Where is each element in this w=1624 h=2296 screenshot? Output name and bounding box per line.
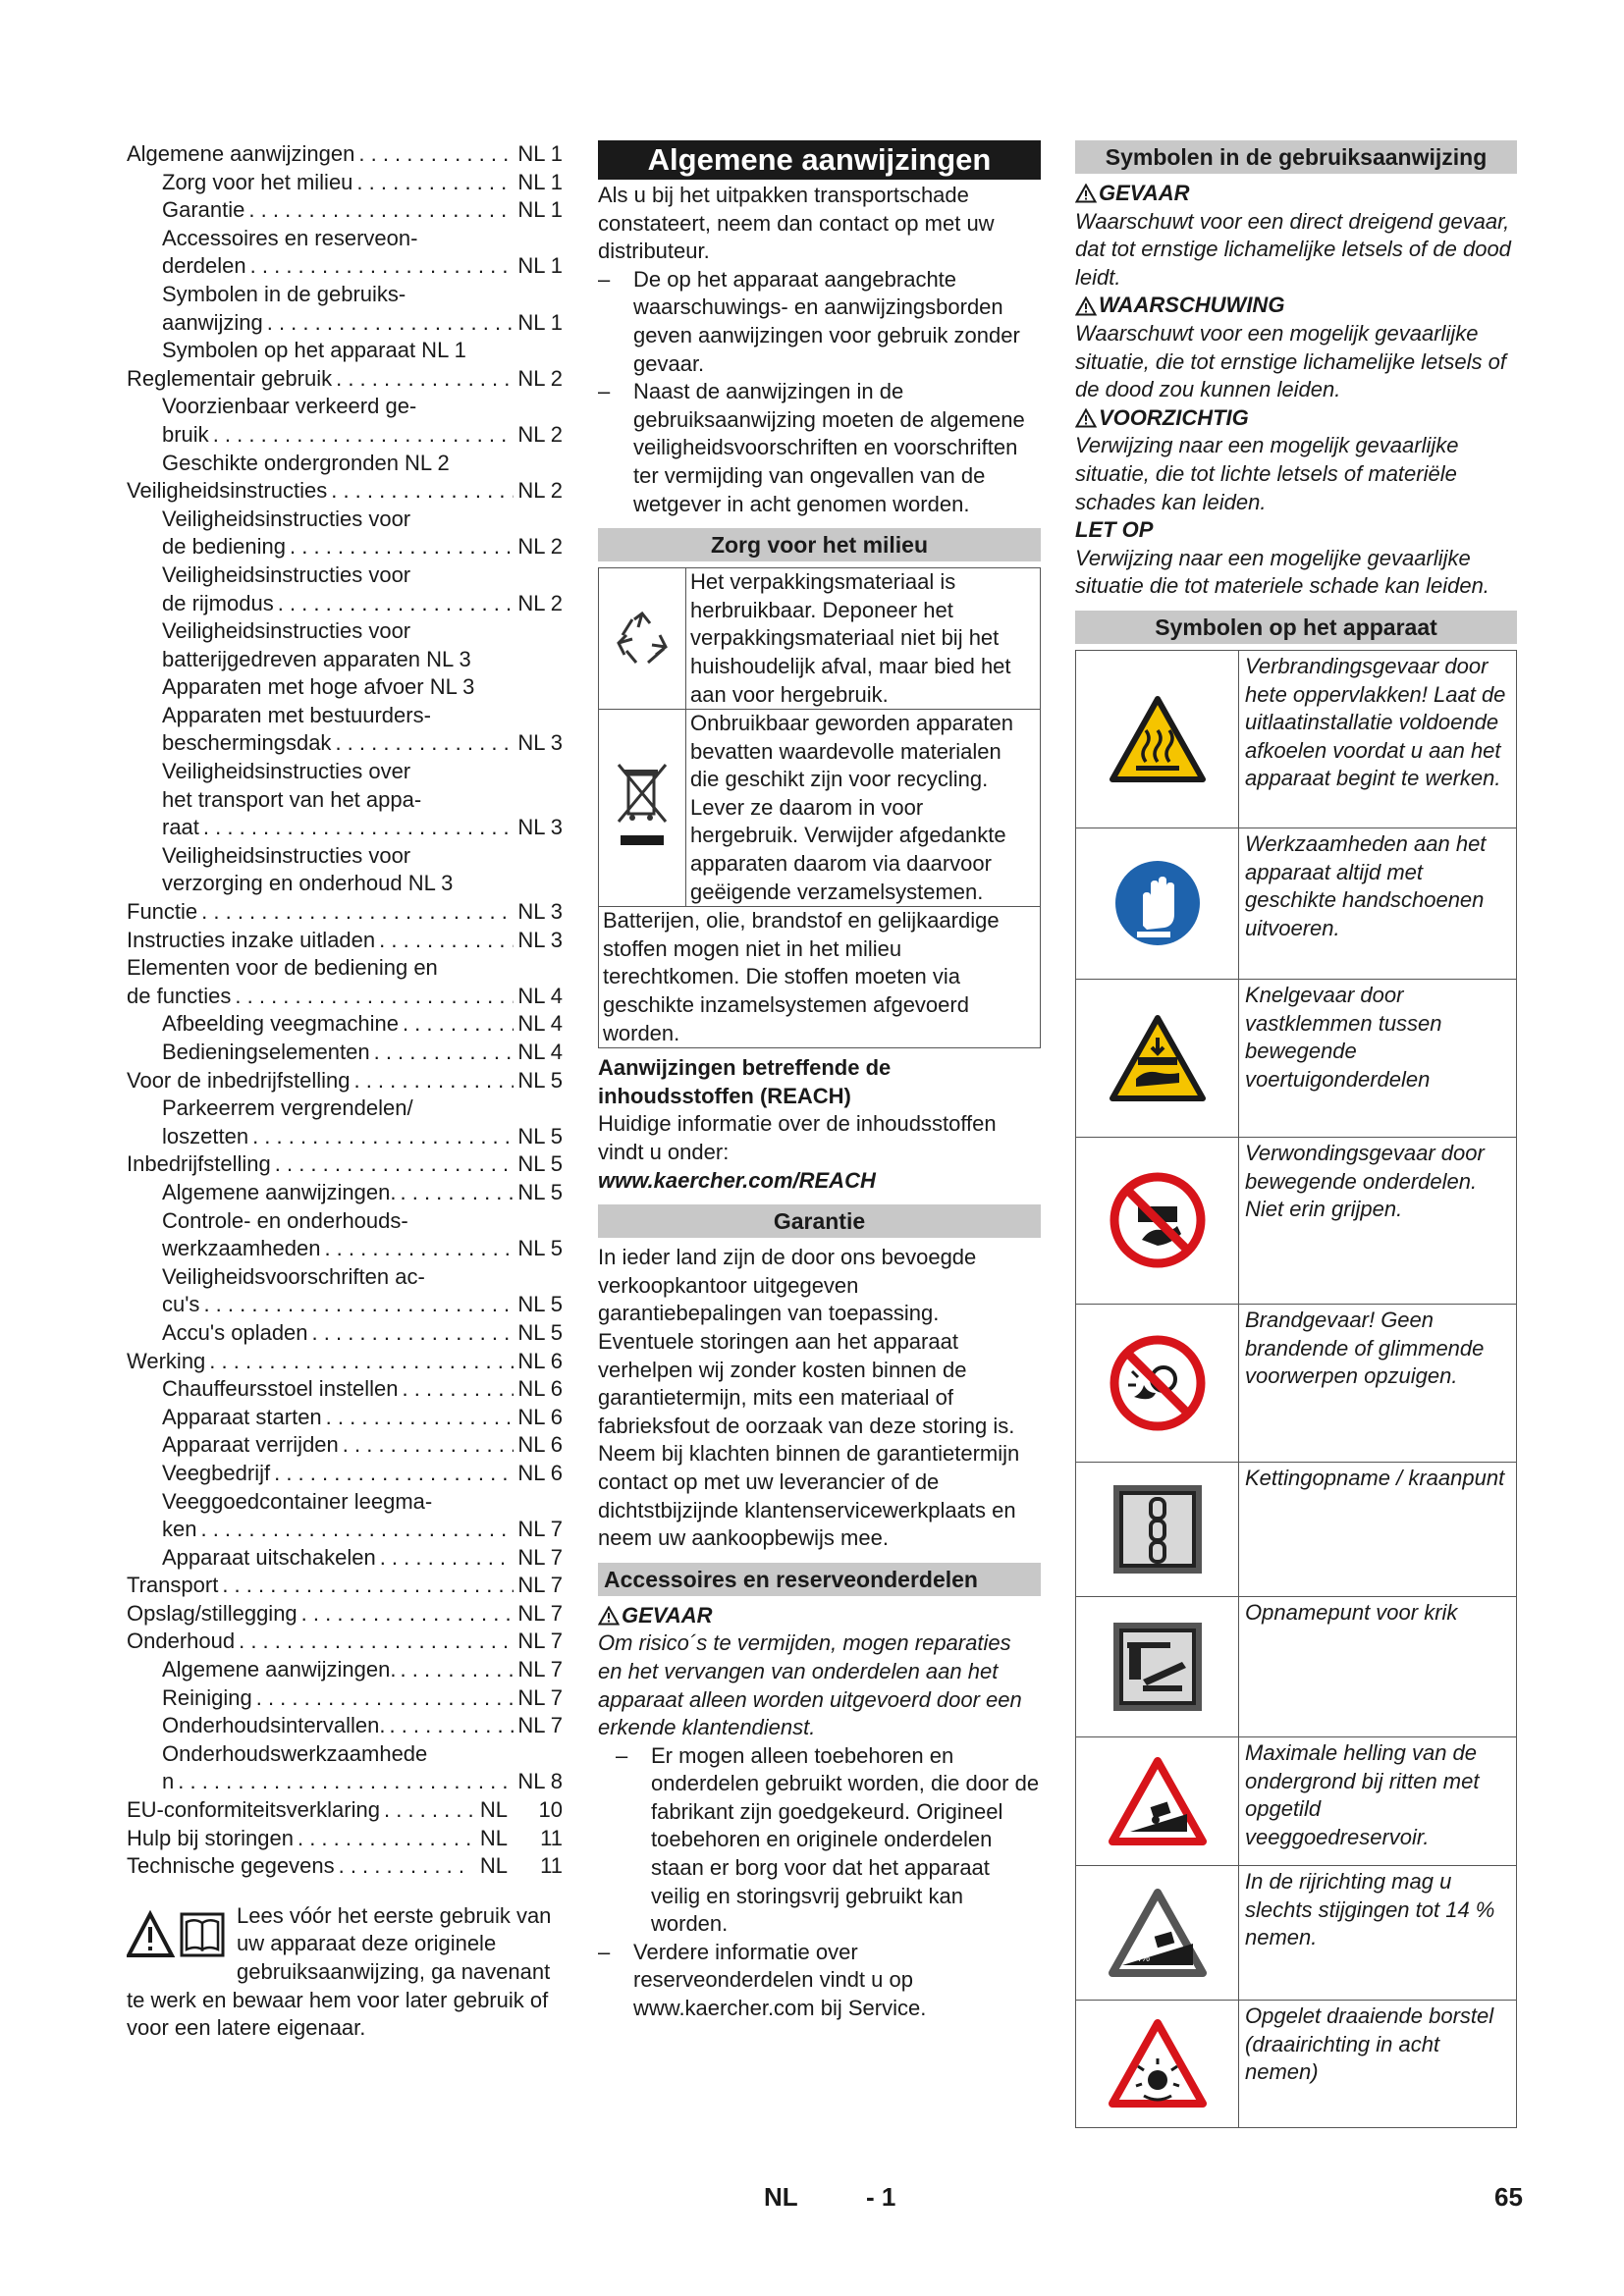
toc-entry-text: Geschikte ondergronden NL 2 [162,450,450,475]
toc-leader-dots [298,1825,472,1853]
footer-section-number: - 1 [866,2182,896,2212]
toc-entry-title: Instructies inzake uitladen [127,927,376,952]
toc-entry-title: de rijmodus [162,590,274,615]
toc-entry-title: Accu's opladen [162,1319,308,1345]
environment-row-devices: Onbruikbaar geworden apparaten bevatten waardevolle materialen die geschikt zijn voor recycling. Lever ze daarom in voor hergebruik. Verwijder afgedankte apparaten daarom via daarvoor geëigende verzamelsystemen. [599,710,1040,907]
symbol-row-gloves: Werkzaamheden aan het apparaat altijd met geschikte handschoenen uitvoeren. [1076,828,1516,980]
toc-entry[interactable] [127,533,563,561]
column-general [598,140,1041,2023]
toc-entry-title: aanwijzing [162,309,263,335]
slope-14-icon [1076,1866,1239,2000]
toc-entry[interactable] [127,1460,563,1488]
toc-leader-dots [213,421,514,450]
toc-leader-dots [356,169,514,197]
toc-entry-page: NL 2 [517,478,563,504]
toc-leader-dots [358,140,514,169]
toc-entry-text: Apparaten met bestuurders- [162,702,431,727]
toc-entry-page: NL 7 [517,1573,563,1598]
toc-entry-page: NL 7 [517,1544,563,1570]
toc-entry-title: loszetten [162,1123,249,1148]
toc-entry[interactable] [127,1825,563,1853]
toc-entry-text: Onderhoudswerkzaamhede [162,1740,428,1766]
toc-list [127,140,563,1881]
environment-table [598,567,1041,1048]
toc-entry[interactable] [127,1235,563,1263]
toc-entry-page-number: 10 [538,1797,563,1823]
reach-link[interactable]: www.kaercher.com/REACH [598,1167,876,1193]
text-caution: Verwijzing naar een mogelijk gevaarlijke situatie, die tot lichte letsels of materiële schades kan leiden. [1075,433,1459,514]
toc-entry-page: NL 6 [517,1348,563,1373]
chain-lift-point-icon [1076,1463,1239,1596]
paragraph-transport-damage: Als u bij het uitpakken transportschade constateert, neem dan contact op met uw distributeur. [598,183,995,264]
toc-entry-page: NL 5 [517,1319,563,1345]
toc-entry-page: NL 7 [517,1600,563,1626]
symbol-row-hot-surface: Verbrandingsgevaar door hete oppervlakken! Laat de uitlaatinstallatie voldoende afkoelen voordat u aan het apparaat begint te werken. [1076,651,1516,828]
toc-entry[interactable] [127,1544,563,1573]
toc-entry-page: NL 2 [517,534,563,560]
toc-entry-title: derdelen [162,253,246,279]
toc-entry-page: NL 2 [517,590,563,615]
jack-point-icon [1076,1597,1239,1736]
toc-entry[interactable] [127,169,563,197]
symbol-row-brush: Opgelet draaiende borstel (draairichting in acht nemen) [1076,2001,1516,2127]
column-symbols [1075,140,1517,2128]
toc-entry-title: cu's [162,1292,200,1317]
toc-entry[interactable] [127,1067,563,1095]
reach-text: Huidige informatie over de inhoudsstoffen vindt u onder: [598,1111,997,1164]
max-slope-icon [1076,1737,1239,1865]
toc-entry-page: NL 6 [517,1460,563,1485]
toc-entry-title: Apparaat uitschakelen [162,1544,376,1570]
toc-entry-page: NL 5 [517,1179,563,1204]
toc-leader-dots [250,252,514,281]
toc-entry-page: NL 8 [517,1769,563,1794]
section-title-symbols-manual: Symbolen in de gebruiksaanwijzing [1075,140,1517,174]
toc-entry-page: NL 1 [517,197,563,223]
toc-entry[interactable] [127,927,563,955]
toc-entry[interactable] [127,1768,563,1796]
section-title-general: Algemene aanwijzingen [598,140,1041,180]
crush-hand-icon [1076,980,1239,1137]
toc-entry[interactable] [127,898,563,927]
slope-percentage-label: 14% [1129,1952,1150,1964]
toc-entry[interactable] [127,1123,563,1151]
toc-leader-dots [374,1039,514,1067]
toc-entry-page: NL 5 [517,1067,563,1093]
toc-leader-dots [401,1179,514,1207]
toc-entry-title: Chauffeursstoel instellen [162,1376,399,1402]
toc-entry-text: verzorging en onderhoud NL 3 [162,871,454,896]
toc-leader-dots [326,1404,514,1432]
toc-entry-page: NL 1 [517,169,563,194]
toc-entry-title: ken [162,1517,197,1542]
toc-entry-title: Reglementair gebruik [127,365,333,391]
toc-leader-dots [380,1544,514,1573]
toc-entry-text: Parkeerrem vergrendelen/ [162,1095,413,1121]
toc-entry-page: NL 7 [517,1657,563,1682]
text-warning: Waarschuwt voor een mogelijk gevaarlijke situatie, die tot ernstige lichamelijke letsels of de dood zou kunnen leiden. [1075,320,1506,402]
toc-entry-page: NL [479,1853,508,1879]
toc-entry-page: NL 1 [517,309,563,335]
toc-entry-title: Algemene aanwijzingen. [162,1657,397,1682]
toc-entry[interactable] [127,1656,563,1684]
toc-leader-dots [267,309,514,338]
toc-leader-dots [339,1852,472,1881]
toc-entry[interactable] [127,1319,563,1348]
toc-entry[interactable] [127,729,563,758]
danger-text: Om risico´s te vermijden, mogen reparaties en het vervangen van onderdelen aan het apparaat alleen worden uitgevoerd door een erkende klantendienst. [598,1630,1022,1740]
toc-leader-dots [203,814,514,842]
toc-entry-title: beschermingsdak [162,730,332,756]
toc-entry-page: NL 5 [517,1292,563,1317]
label-note: LET OP [1075,517,1154,543]
warning-triangle-icon [1075,296,1097,316]
warranty-text: In ieder land zijn de door ons bevoegde verkoopkantoor uitgegeven garantiebepalingen van toepassing. Eventuele storingen aan het apparaat verhelpen wij zonder kosten binnen de garantietermijn, mits een materiaal of fabrieksfout de oorzaak van deze storing is. Neem bij klachten binnen de garantietermijn contact op met uw leverancier of de dichtstbijzijnde klantenservicewerkplaats en neem uw aankoopbewijs mee. [598,1245,1020,1551]
toc-leader-dots [278,590,514,618]
toc-entry-text: Elementen voor de bediening en [127,955,438,981]
section-title-warranty: Garantie [598,1204,1041,1238]
intro-text: Lees vóór het eerste gebruik van uw apparaat deze originele gebruiksaanwijzing, ga navenant te werk en bewaar hem voor later gebruik of voor een latere eigenaar. [127,1902,552,2041]
toc-entry[interactable] [127,477,563,506]
toc-entry-page: NL [479,1825,508,1850]
toc-entry-text: Veeggoedcontainer leegma- [162,1488,433,1514]
toc-entry-title: Bedieningselementen [162,1040,370,1064]
toc-entry-page: NL 6 [517,1404,563,1429]
toc-entry-title: Technische gegevens [127,1853,335,1879]
toc-entry-text: batterijgedreven apparaten NL 3 [162,646,471,671]
toc-entry-page: NL 5 [517,1151,563,1177]
toc-entry-page-number: 11 [540,1853,563,1879]
toc-entry-title: Algemene aanwijzingen [127,141,355,166]
warning-triangle-icon [1075,408,1097,428]
toc-leader-dots [403,1010,514,1039]
toc-entry[interactable] [127,1179,563,1207]
toc-leader-dots [290,533,514,561]
toc-entry-text: Veiligheidsinstructies voor [162,618,411,644]
symbol-row-no-burning: Brandgevaar! Geen brandende of glimmende voorwerpen opzuigen. [1076,1305,1516,1463]
bullet-warning-signs: – De op het apparaat aangebrachte waarschuwings- en aanwijzingsborden geven aanwijzingen voor gebruik zonder gevaar. [598,266,1020,376]
toc-entry-title: Voor de inbedrijfstelling [127,1067,351,1093]
no-reach-in-icon [1076,1138,1239,1304]
toc-entry-title: Zorg voor het milieu [162,169,353,194]
symbol-row-crush: Knelgevaar door vastklemmen tussen bewegende voertuigonderdelen [1076,980,1516,1138]
footer-page-number: 65 [1494,2182,1523,2212]
toc-entry-title: Afbeelding veegmachine [162,1011,399,1037]
toc-entry-title: Inbedrijfstelling [127,1151,271,1177]
no-burning-objects-icon [1076,1305,1239,1462]
toc-entry[interactable] [127,1516,563,1544]
toc-entry-page: NL 3 [517,815,563,840]
symbol-row-chain: Kettingopname / kraanpunt [1076,1463,1516,1597]
toc-entry[interactable] [127,365,563,394]
table-of-contents [127,140,563,2043]
toc-entry[interactable] [127,1375,563,1404]
toc-entry-title: de functies [127,983,232,1008]
toc-entry-text: Accessoires en reserveon- [162,225,418,250]
bullet-safety-regulations: – Naast de aanwijzingen in de gebruiksaanwijzing moeten de algemene veiligheidsvoorschriften en voorschriften ter vermijding van ongevallen van de wetgever in acht genomen worden. [598,379,1025,516]
symbol-row-slope-14: 14% In de rijrichting mag u slechts stijgingen tot 14 % nemen. [1076,1866,1516,2001]
toc-entry[interactable] [127,1431,563,1460]
toc-entry[interactable] [127,140,563,169]
toc-entry[interactable] [127,1684,563,1713]
symbol-row-no-reach-in: Verwondingsgevaar door bewegende onderdelen. Niet erin grijpen. [1076,1138,1516,1305]
toc-leader-dots [353,1067,514,1095]
toc-leader-dots [248,196,514,225]
bullet-original-parts: – Er mogen alleen toebehoren en onderdelen gebruikt worden, die door de fabrikant zijn goedgekeurd. Origineel toebehoren en originele onderdelen staan er borg voor dat het apparaat veilig en storingsvrij gebruikt kan worden. [616,1742,1040,1937]
section-title-environment: Zorg voor het milieu [598,528,1041,561]
symbols-table [1075,650,1517,2128]
toc-entry-title: Algemene aanwijzingen. [162,1179,397,1204]
text-danger: Waarschuwt voor een direct dreigend gevaar, dat tot ernstige lichamelijke letsels of de dood leidt. [1075,208,1511,290]
toc-entry-page: NL 7 [517,1629,563,1654]
toc-entry-title: Apparaat verrijden [162,1432,339,1458]
toc-entry-page: NL 2 [517,421,563,447]
toc-entry-text: Symbolen op het apparaat NL 1 [162,338,466,363]
label-caution: VOORZICHTIG [1075,404,1517,433]
toc-leader-dots [336,365,514,394]
symbol-row-jack: Opnamepunt voor krik [1076,1597,1516,1737]
toc-leader-dots [209,1348,514,1376]
toc-entry-page: NL 7 [517,1684,563,1710]
toc-entry-title: bruik [162,421,209,447]
toc-entry-text: Apparaten met hoge afvoer NL 3 [162,674,475,700]
toc-leader-dots [401,1656,514,1684]
hot-surface-icon [1076,651,1239,828]
toc-entry-page: NL 5 [517,1236,563,1261]
label-warning: WAARSCHUWING [1075,292,1517,320]
toc-entry-page: NL 5 [517,1123,563,1148]
toc-leader-dots [312,1319,514,1348]
toc-entry-page: NL 4 [517,983,563,1008]
toc-entry-title: EU-conformiteitsverklaring [127,1797,380,1823]
toc-entry-title: Apparaat starten [162,1404,322,1429]
toc-entry-text: Veiligheidsinstructies over [162,759,411,784]
section-title-symbols-device: Symbolen op het apparaat [1075,611,1517,644]
toc-entry[interactable] [127,1150,563,1179]
toc-entry-page: NL 6 [517,1376,563,1402]
intro-note [127,1902,563,2043]
toc-entry-page: NL 7 [517,1517,563,1542]
toc-entry-title: Opslag/stillegging [127,1600,298,1626]
toc-entry-text: Veiligheidsinstructies voor [162,561,411,587]
toc-entry-title: Garantie [162,197,245,223]
toc-entry-page: NL [479,1797,508,1823]
gloves-icon [1076,828,1239,979]
environment-row-packaging: Het verpakkingsmateriaal is herbruikbaar. Deponeer het verpakkingsmateriaal niet bij het huishoudelijk afval, maar bied het aan voor hergebruik. [599,568,1040,710]
toc-entry-page: NL 4 [517,1011,563,1037]
toc-leader-dots [389,1712,514,1740]
toc-leader-dots [335,729,514,758]
toc-entry-title: Werking [127,1348,206,1373]
text-note: Verwijzing naar een mogelijke gevaarlijke situatie die tot materiele schade kan leiden. [1075,545,1489,599]
reach-heading: Aanwijzingen betreffende de inhoudsstoffen (REACH) [598,1055,892,1108]
toc-entry[interactable] [127,1572,563,1600]
rotating-brush-icon [1076,2001,1239,2127]
toc-entry-title: raat [162,815,199,840]
footer-language: NL [764,2182,798,2212]
warning-triangle-icon [1075,184,1097,203]
toc-entry[interactable] [127,309,563,338]
toc-entry[interactable] [127,1039,563,1067]
toc-entry-text: het transport van het appa- [162,786,422,812]
warning-triangle-icon [598,1606,620,1626]
toc-entry-text: Symbolen in de gebruiks- [162,281,406,306]
toc-leader-dots [331,477,514,506]
toc-entry-page: NL 6 [517,1432,563,1458]
toc-entry-page: NL 3 [517,899,563,925]
toc-entry[interactable] [127,983,563,1011]
toc-entry-text: Voorzienbaar verkeerd ge- [162,394,417,419]
toc-leader-dots [379,927,514,955]
toc-entry-page: NL 4 [517,1040,563,1064]
toc-entry-title: Onderhoudsintervallen. [162,1713,386,1738]
toc-leader-dots [203,1291,514,1319]
toc-entry-page: NL 2 [517,365,563,391]
toc-entry-page: NL 3 [517,730,563,756]
toc-entry[interactable] [127,421,563,450]
toc-entry-title: Onderhoud [127,1629,236,1654]
toc-entry[interactable] [127,1628,563,1656]
toc-leader-dots [222,1572,514,1600]
toc-leader-dots [256,1684,514,1713]
toc-entry[interactable] [127,196,563,225]
toc-entry-title: werkzaamheden [162,1236,321,1261]
environment-row-batteries: Batterijen, olie, brandstof en gelijkaardige stoffen mogen niet in het milieu terechtkomen. Die stoffen moeten via geschikte inzamelsystemen afgevoerd worden. [603,908,1000,1045]
toc-entry-page: NL 1 [517,253,563,279]
toc-entry-page: NL 1 [517,141,563,166]
toc-leader-dots [178,1768,514,1796]
symbol-row-max-slope: Maximale helling van de ondergrond bij ritten met opgetild veeggoedreservoir. [1076,1737,1516,1866]
toc-leader-dots [275,1150,514,1179]
toc-leader-dots [343,1431,514,1460]
toc-entry-title: n [162,1769,175,1794]
toc-leader-dots [384,1796,472,1825]
toc-entry[interactable] [127,252,563,281]
toc-leader-dots [235,983,514,1011]
label-danger: GEVAAR [1075,180,1517,208]
toc-leader-dots [301,1600,514,1629]
toc-entry-title: Veiligheidsinstructies [127,478,328,504]
toc-entry-text: Veiligheidsinstructies voor [162,842,411,868]
toc-entry[interactable] [127,1712,563,1740]
read-manual-icon [127,1910,229,1959]
toc-leader-dots [274,1460,514,1488]
crossed-bin-icon [599,710,686,906]
recycle-icon [599,568,686,709]
toc-entry-page: NL 3 [517,927,563,952]
toc-entry-title: Hulp bij storingen [127,1825,294,1850]
toc-entry[interactable] [127,590,563,618]
toc-entry[interactable] [127,1600,563,1629]
toc-entry-text: Veiligheidsinstructies voor [162,506,411,531]
section-title-accessories: Accessoires en reserveonderdelen [598,1563,1041,1596]
toc-entry[interactable] [127,1010,563,1039]
toc-entry-page: NL 7 [517,1713,563,1738]
bullet-more-info: – Verdere informatie over reserveonderdelen vindt u op www.kaercher.com bij Service. [598,1939,927,2021]
toc-entry-text: Veiligheidsvoorschriften ac- [162,1263,425,1289]
danger-label: GEVAAR [598,1602,1041,1630]
toc-entry[interactable] [127,1348,563,1376]
toc-leader-dots [252,1123,514,1151]
toc-leader-dots [239,1628,514,1656]
toc-entry-page-number: 11 [540,1825,563,1850]
toc-entry[interactable] [127,1852,563,1881]
toc-entry-title: de bediening [162,534,287,560]
toc-entry[interactable] [127,1404,563,1432]
toc-leader-dots [324,1235,514,1263]
toc-entry-title: Transport [127,1573,219,1598]
toc-entry[interactable] [127,1291,563,1319]
toc-leader-dots [200,1516,514,1544]
toc-entry-title: Functie [127,899,198,925]
toc-leader-dots [403,1375,514,1404]
toc-entry-title: Veegbedrijf [162,1460,271,1485]
toc-entry[interactable] [127,1796,563,1825]
toc-entry-title: Reiniging [162,1684,252,1710]
toc-leader-dots [201,898,514,927]
toc-entry[interactable] [127,814,563,842]
toc-entry-text: Controle- en onderhouds- [162,1207,408,1233]
